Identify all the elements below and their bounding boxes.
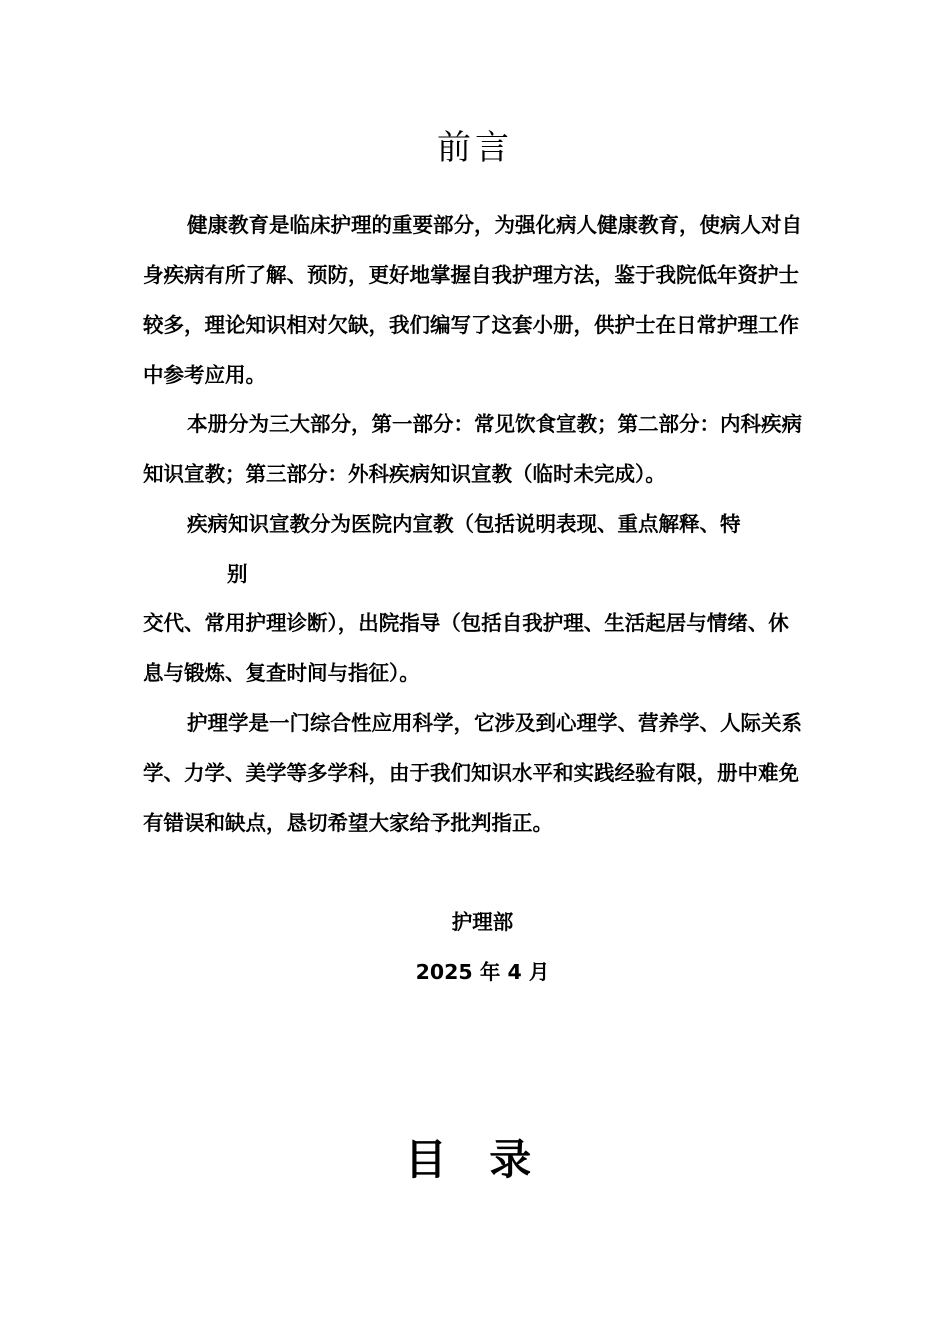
preface-paragraph-3 xyxy=(143,499,803,599)
preface-title: 前言 xyxy=(437,128,513,168)
preface-paragraph-3-line-1: 疾病知识宣教分为医院内宣教（包括说明表现、重点解释、特 xyxy=(187,512,741,536)
preface-paragraph-1: 健康教育是临床护理的重要部分，为强化病人健康教育，使病人对自身疾病有所了解、预防，更好地掌握自我护理方法，鉴于我院低年资护士较多，理论知识相对欠缺，我们编写了这套小册，供护士在日常护理工作中参考应用。 xyxy=(143,213,802,387)
preface-paragraph-4: 交代、常用护理诊断），出院指导（包括自我护理、生活起居与情绪、休息与锻炼、复查时间与指征）。 xyxy=(143,611,789,685)
preface-paragraph-3-line-2: 别 xyxy=(227,562,248,586)
preface-paragraph-5: 护理学是一门综合性应用科学，它涉及到心理学、营养学、人际关系学、力学、美学等多学科，由于我们知识水平和实践经验有限，册中难免有错误和缺点，恳切希望大家给予批判指正。 xyxy=(143,711,802,835)
toc-title: 目 录 xyxy=(404,1135,546,1184)
signature-department: 护理部 xyxy=(451,910,514,934)
preface-paragraph-2: 本册分为三大部分，第一部分：常见饮食宣教；第二部分：内科疾病知识宣教；第三部分：外科疾病知识宣教（临时未完成）。 xyxy=(143,412,802,486)
signature-date: 2025 年 4 月 xyxy=(415,960,550,984)
